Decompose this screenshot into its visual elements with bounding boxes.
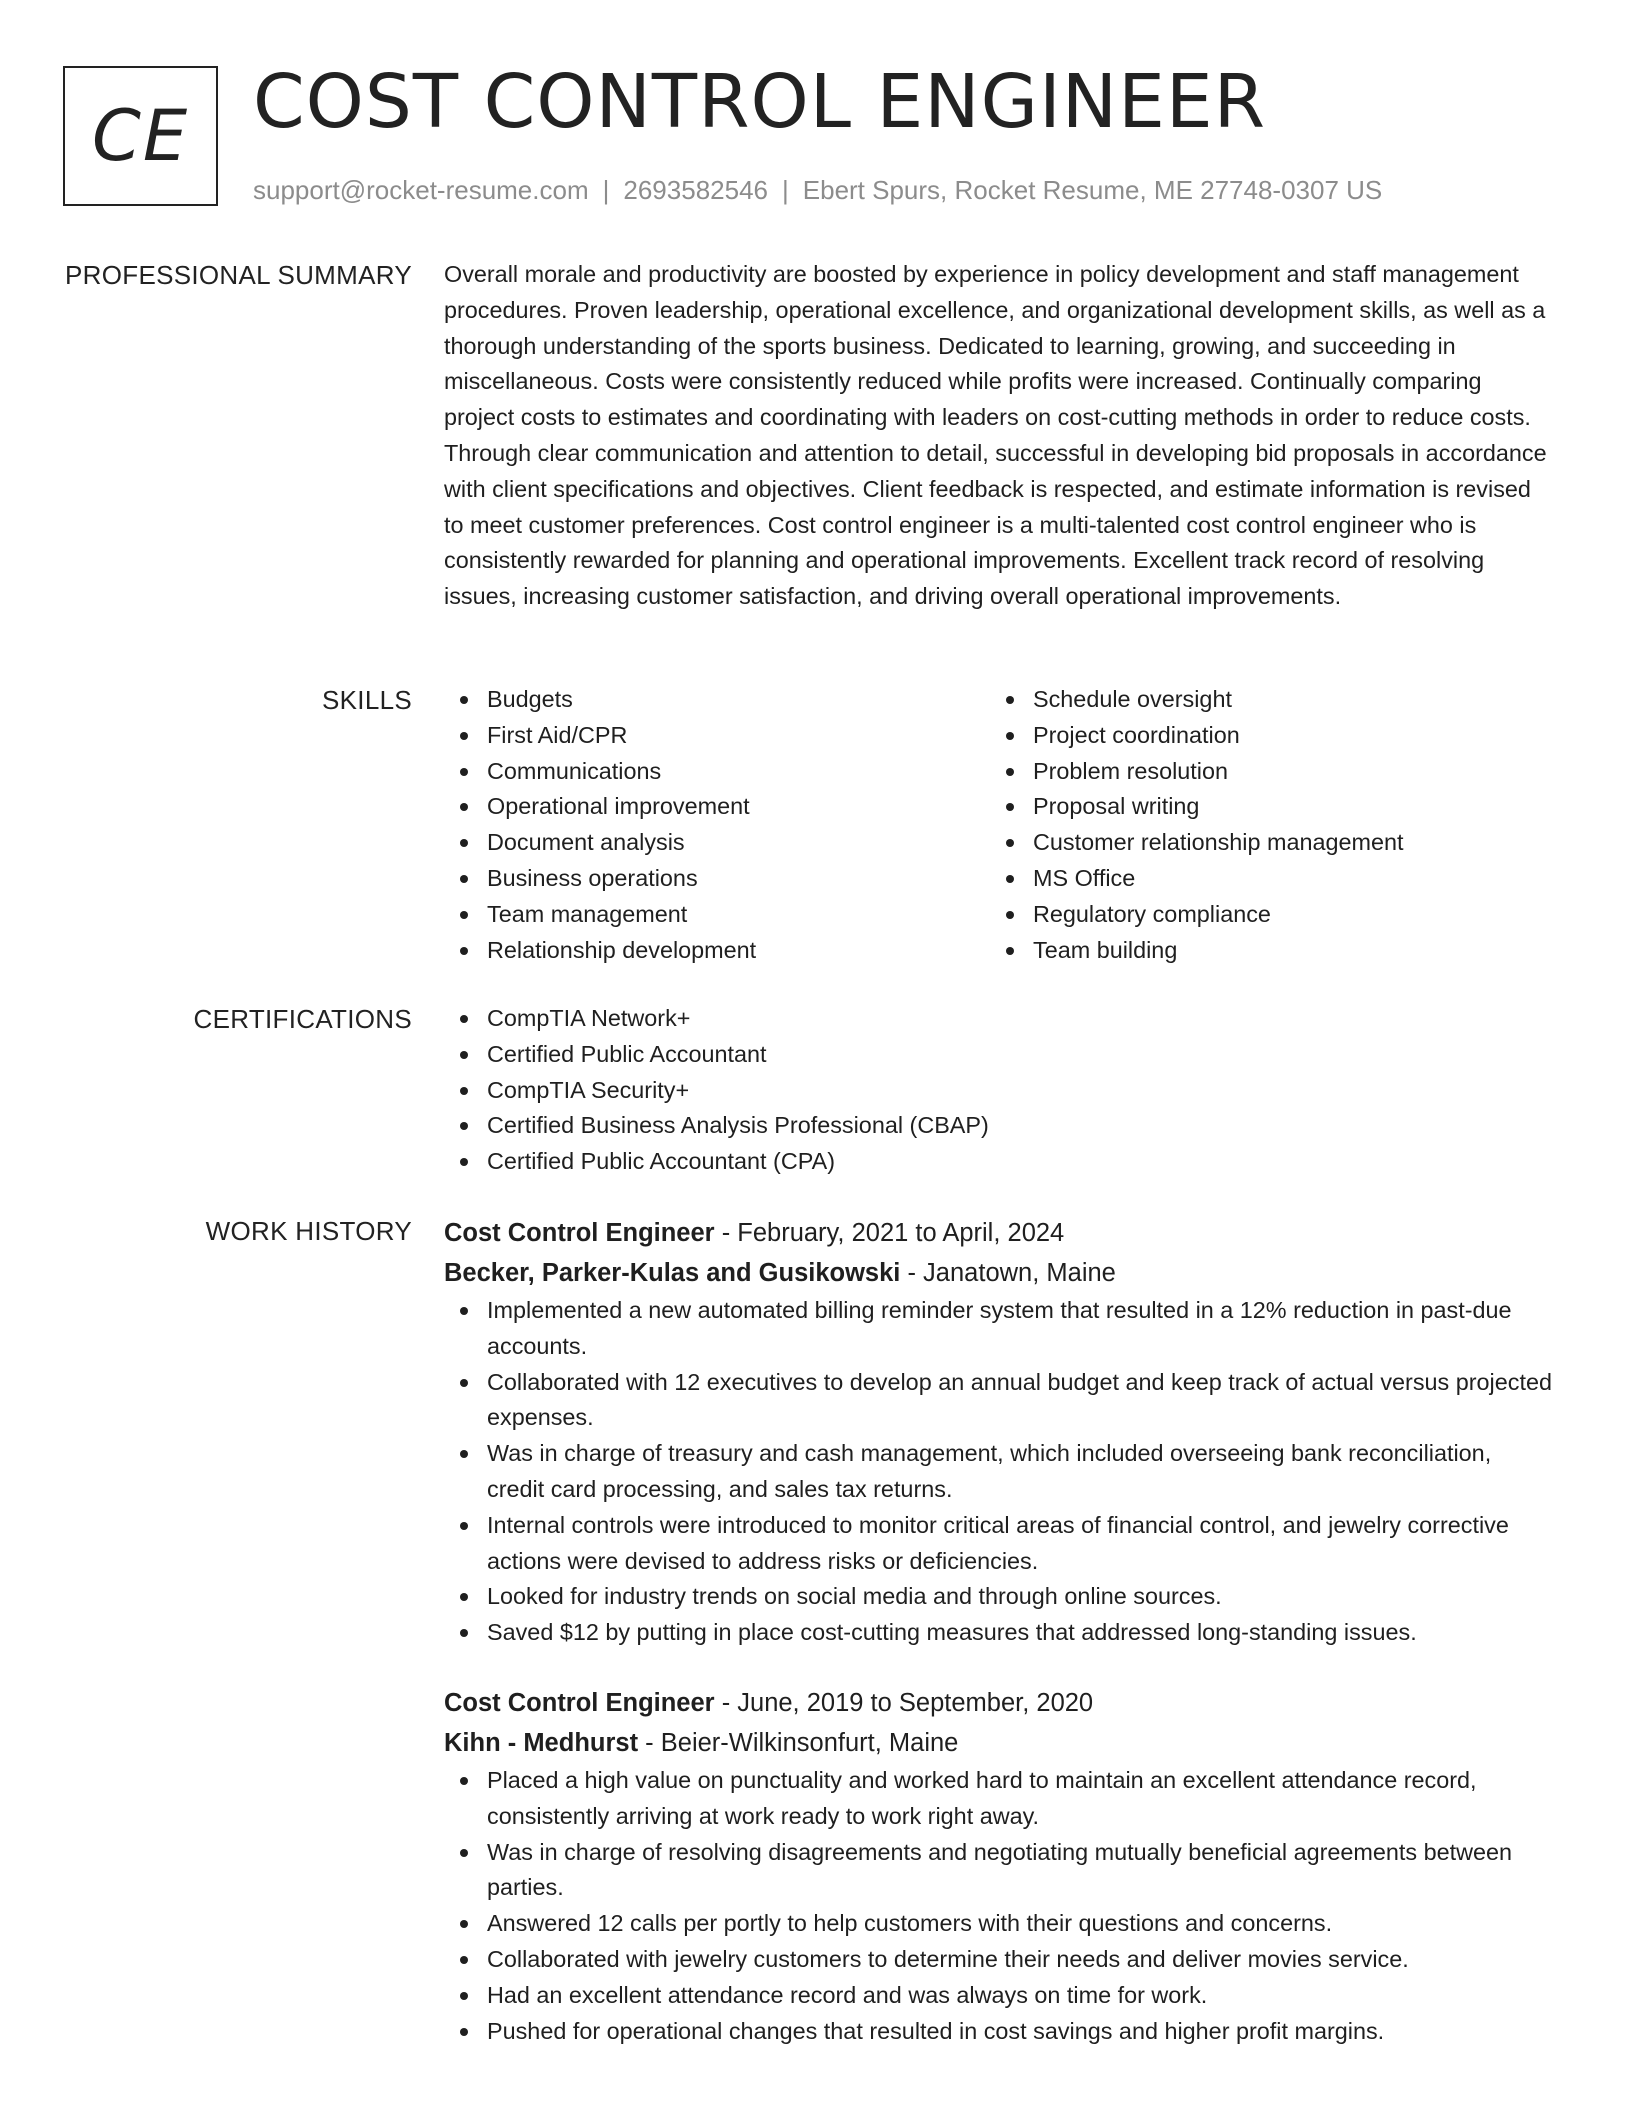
job-company-line — [444, 1253, 1554, 1293]
skill-item: Team building — [990, 933, 1536, 969]
monogram-initials: CE — [91, 95, 190, 177]
job-entry — [444, 1213, 1554, 1651]
section-title-skills: SKILLS — [322, 685, 412, 715]
certifications-list — [444, 1001, 1554, 1180]
section-title-work-history: WORK HISTORY — [205, 1216, 412, 1246]
skill-item: Document analysis — [444, 825, 990, 861]
monogram-box — [63, 66, 218, 206]
job-dates: - February, 2021 to April, 2024 — [721, 1219, 1065, 1247]
skill-item: Operational improvement — [444, 789, 990, 825]
skills-list-right — [990, 682, 1536, 968]
job-bullet: Collaborated with 12 executives to develop an annual budget and keep track of actual versus projected expenses. — [444, 1365, 1554, 1437]
job-bullet: Saved $12 by putting in place cost-cutting measures that addressed long-standing issues. — [444, 1615, 1554, 1651]
job-bullet: Was in charge of treasury and cash management, which included overseeing bank reconciliation, credit card processing, and sales tax returns. — [444, 1436, 1554, 1508]
skill-item: Relationship development — [444, 933, 990, 969]
skill-item: First Aid/CPR — [444, 718, 990, 754]
job-bullets — [444, 1293, 1554, 1651]
job-entry — [444, 1683, 1554, 2049]
contact-line — [253, 170, 1382, 210]
job-role: Cost Control Engineer — [444, 1219, 715, 1247]
job-location: - Janatown, Maine — [907, 1259, 1116, 1287]
job-dates: - June, 2019 to September, 2020 — [721, 1688, 1094, 1717]
resume-title: COST CONTROL ENGINEER — [253, 59, 1267, 145]
job-company-line — [444, 1723, 1554, 1763]
job-bullet: Collaborated with jewelry customers to determine their needs and deliver movies service. — [444, 1942, 1554, 1978]
contact-address: Ebert Spurs, Rocket Resume, ME 27748-0307 US — [802, 175, 1383, 205]
job-bullet: Was in charge of resolving disagreements and negotiating mutually beneficial agreements between parties. — [444, 1835, 1554, 1907]
certification-item: CompTIA Security+ — [444, 1073, 1554, 1109]
skill-item: Project coordination — [990, 718, 1536, 754]
job-company: Becker, Parker-Kulas and Gusikowski — [444, 1259, 901, 1287]
skill-item: Regulatory compliance — [990, 897, 1536, 933]
contact-email[interactable]: support@rocket-resume.com — [253, 175, 589, 205]
skill-item: Problem resolution — [990, 754, 1536, 790]
skill-item: Business operations — [444, 861, 990, 897]
skills-list-left — [444, 682, 990, 968]
job-bullet: Answered 12 calls per portly to help customers with their questions and concerns. — [444, 1906, 1554, 1942]
skill-item: Communications — [444, 754, 990, 790]
contact-phone[interactable]: 2693582546 — [623, 175, 768, 205]
job-location: - Beier-Wilkinsonfurt, Maine — [645, 1728, 959, 1757]
skill-item: Team management — [444, 897, 990, 933]
certification-item: Certified Public Accountant — [444, 1037, 1554, 1073]
skill-item: Customer relationship management — [990, 825, 1536, 861]
skill-item: Proposal writing — [990, 789, 1536, 825]
summary-text: Overall morale and productivity are boosted by experience in policy development and staff management procedures. Proven leadership, operational excellence, and organizational development skills, as well as a thorough understanding of the sports business. Dedicated to learning, growing, and succeeding in miscellaneous. Costs were consistently reduced while profits were increased. Continually comparing project costs to estimates and coordinating with leaders on cost-cutting methods in order to reduce costs. Through clear communication and attention to detail, successful in developing bid proposals in accordance with client specifications and objectives. Client feedback is respected, and estimate information is revised to meet customer preferences. Cost control engineer is a multi-talented cost control engineer who is consistently rewarded for planning and operational improvements. Excellent track record of resolving issues, increasing customer satisfaction, and driving overall operational improvements. — [444, 261, 1547, 610]
job-bullet: Looked for industry trends on social media and through online sources. — [444, 1579, 1554, 1615]
job-bullet: Pushed for operational changes that resulted in cost savings and higher profit margins. — [444, 2014, 1554, 2050]
job-bullet: Placed a high value on punctuality and worked hard to maintain an excellent attendance record, consistently arriving at work ready to work right away. — [444, 1763, 1554, 1835]
job-bullet: Implemented a new automated billing reminder system that resulted in a 12% reduction in past-due accounts. — [444, 1293, 1554, 1365]
job-role-line — [444, 1213, 1554, 1253]
section-title-certifications: CERTIFICATIONS — [193, 1004, 412, 1034]
skill-item: Budgets — [444, 682, 990, 718]
job-role: Cost Control Engineer — [444, 1688, 715, 1717]
job-bullet: Internal controls were introduced to monitor critical areas of financial control, and jewelry corrective actions were devised to address risks or deficiencies. — [444, 1508, 1554, 1580]
certification-item: Certified Business Analysis Professional (CBAP) — [444, 1108, 1554, 1144]
skill-item: Schedule oversight — [990, 682, 1536, 718]
job-role-line — [444, 1683, 1554, 1723]
section-title-summary: PROFESSIONAL SUMMARY — [65, 260, 412, 290]
certification-item: CompTIA Network+ — [444, 1001, 1554, 1037]
contact-separator: | — [602, 175, 610, 205]
skill-item: MS Office — [990, 861, 1536, 897]
job-bullets — [444, 1763, 1554, 2049]
job-bullet: Had an excellent attendance record and was always on time for work. — [444, 1978, 1554, 2014]
certification-item: Certified Public Accountant (CPA) — [444, 1144, 1554, 1180]
job-company: Kihn - Medhurst — [444, 1728, 639, 1757]
contact-separator: | — [782, 175, 789, 205]
